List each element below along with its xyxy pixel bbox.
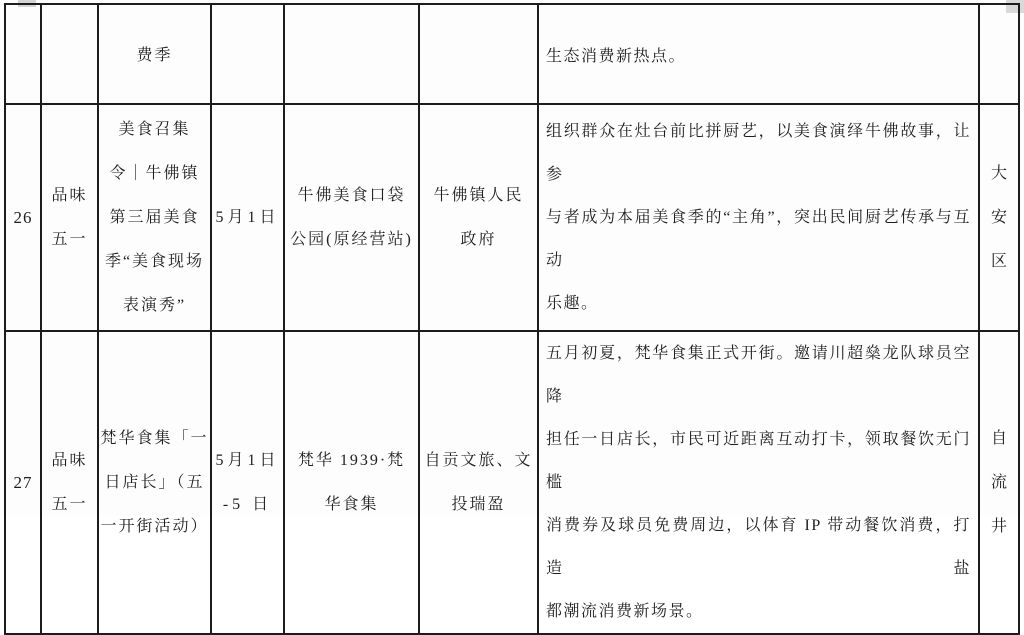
cell-row-number (5, 4, 41, 104)
cell-category (41, 4, 98, 104)
cell-activity-name (98, 4, 211, 104)
location-text (285, 52, 418, 56)
district-text: 自 流 井 (990, 429, 1007, 535)
cell-district (979, 4, 1019, 104)
row-number (6, 52, 40, 56)
cell-district (979, 104, 1019, 331)
cell-location (284, 4, 419, 104)
cell-date (211, 331, 284, 634)
activity-name-text: 费季 (136, 47, 173, 64)
description-text: 组织群众在灶台前比拼厨艺，以美食演绎牛佛故事，让参 与者成为本届美食季的“主角”，突出民间厨艺传承与互动 乐趣。 (546, 123, 971, 312)
description-text: 生态消费新热点。 (546, 47, 687, 65)
cell-organizer (419, 104, 538, 331)
category-text: 品味 五一 (51, 451, 88, 513)
table-row (5, 104, 1019, 331)
cell-date (211, 104, 284, 331)
activity-name-text: 梵华食集「一 日店长」（五 一开街活动） (100, 429, 209, 535)
cell-row-number (5, 331, 41, 634)
organizer-text: 自贡文旅、文 投瑞盈 (424, 451, 533, 513)
cell-location (284, 331, 419, 634)
date-text: 5月1日 (215, 208, 280, 226)
date-text (212, 52, 283, 56)
cell-activity-name (98, 331, 211, 634)
location-text: 牛佛美食口袋 公园(原经营站) (290, 186, 413, 248)
row-number: 26 (13, 207, 33, 227)
cell-category (41, 104, 98, 331)
description-text: 五月初夏，梵华食集正式开街。邀请川超燊龙队球员空降 担任一日店长，市民可近距离互动打卡，领取餐饮无门槛 消费券及球员免费周边，以体育 IP 带动餐饮消费，打造盐 都潮流消费新场景。 (546, 345, 971, 620)
cell-activity-name (98, 104, 211, 331)
district-text (980, 52, 1018, 56)
cell-category (41, 331, 98, 634)
organizer-text: 牛佛镇人民 政府 (433, 186, 524, 248)
table-row (5, 331, 1019, 634)
activity-name-text: 美食召集 令｜牛佛镇 第三届美食 季“美食现场 表演秀” (104, 120, 205, 314)
organizer-text (420, 52, 537, 56)
location-text: 梵华 1939·梵 华食集 (297, 451, 406, 513)
event-schedule-table (4, 3, 1020, 635)
row-number: 27 (13, 472, 33, 492)
cell-description (538, 4, 979, 104)
category-text (42, 52, 97, 56)
district-text: 大 安 区 (990, 164, 1007, 270)
cell-location (284, 104, 419, 331)
cell-description (538, 104, 979, 331)
date-text: 5月1日 -5 日 (215, 451, 280, 513)
category-text: 品味 五一 (51, 186, 88, 248)
cell-description (538, 331, 979, 634)
cell-row-number (5, 104, 41, 331)
cell-district (979, 331, 1019, 634)
table-row (5, 4, 1019, 104)
cell-organizer (419, 331, 538, 634)
cell-organizer (419, 4, 538, 104)
cell-date (211, 4, 284, 104)
